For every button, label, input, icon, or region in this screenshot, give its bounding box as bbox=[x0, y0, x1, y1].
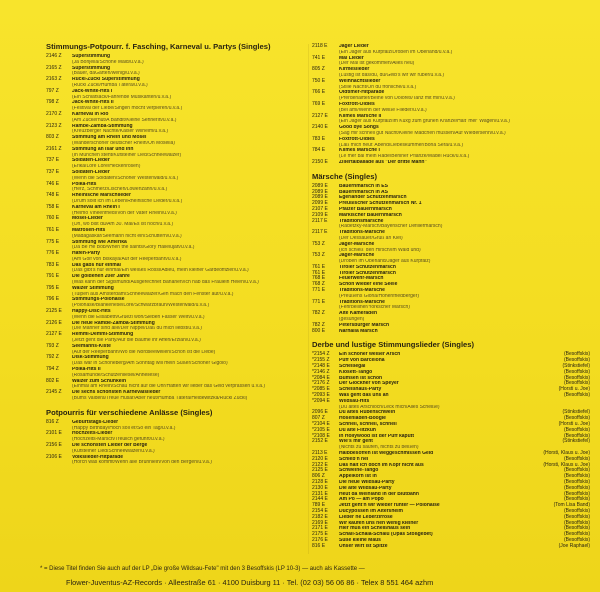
item-title-text: Disk-Stimmung bbox=[72, 355, 109, 361]
item-subtitle: (Pferdehalfter/Beine von Dolores/Tanz mit mir/u.v.a.) bbox=[339, 96, 455, 102]
artist-tag: (Besoffskis) bbox=[563, 484, 590, 491]
catalog-number: 2176 E bbox=[312, 536, 328, 543]
catalog-number: *2093 E bbox=[312, 392, 330, 399]
item-subtitle: (Das war in Schöneberg/Am Sonntag will mein Süßer/Schöner Gigolo) bbox=[72, 361, 228, 367]
item-title-text: Schali-Schala-Schalu (Opas Stoßgebet) bbox=[339, 532, 433, 538]
item-title-text: Foxtrott-Oldies bbox=[339, 136, 375, 142]
catalog-number: 748 E bbox=[46, 192, 60, 199]
catalog-number: 2089 E bbox=[312, 188, 328, 195]
item-title-text: In Hollywood ist der Puff kaputt bbox=[339, 433, 414, 439]
item-title-text: Soldaten-Lieder bbox=[72, 169, 110, 175]
item-title-text: Die goldenen 20er Jahre bbox=[72, 274, 130, 280]
artist-tag: (Besoffskis) bbox=[563, 467, 590, 474]
catalog-number: 2123 Z bbox=[46, 122, 62, 129]
item-title-text: Polka-Hits II bbox=[72, 367, 101, 373]
catalog-number: 2144 E bbox=[312, 496, 328, 503]
item-title-text: Unser Wirt ist Spitze bbox=[339, 543, 388, 549]
catalog-number: 776 E bbox=[46, 250, 60, 257]
catalog-number: 782 Z bbox=[312, 310, 325, 317]
item-title-text: Feuerwehr-Marsch bbox=[339, 276, 384, 282]
item-title-text: Rucki-Zucki Superstimmung bbox=[72, 77, 140, 83]
item-title-text: Puff von Barcelona bbox=[339, 358, 385, 364]
list-item bbox=[312, 160, 590, 166]
artist-tag: (Besoffskis) bbox=[563, 426, 590, 433]
item-title-text: Die schönsten Lieder der Berge bbox=[72, 443, 148, 448]
catalog-number: *2085 E bbox=[312, 386, 330, 393]
item-title-text: Zillertalballade aus "Der dritte Mann" bbox=[339, 159, 427, 165]
item-title-text: Hafen-Party bbox=[72, 251, 101, 257]
catalog-number: 768 E bbox=[312, 275, 326, 282]
item-title-text: Jäger Lieder bbox=[339, 44, 369, 49]
section-title: Stimmungs-Potpourr. f. Fasching, Karneval u. Partys (Singles) bbox=[46, 42, 271, 51]
item-title-text: Jäger-Märsche bbox=[339, 253, 375, 259]
catalog-number: 2150 E bbox=[312, 158, 328, 165]
catalog-number: 2140 E bbox=[312, 124, 328, 131]
item-title-text: Volkslieder-Hitparade bbox=[72, 454, 124, 460]
item-title-text: Traditions-Märsche bbox=[339, 299, 385, 305]
catalog-number: 2127 E bbox=[312, 112, 328, 119]
item-title-text: Du alte Flitzkuh bbox=[339, 427, 376, 433]
item-title-text: Appelkorn ist in bbox=[339, 474, 377, 480]
catalog-number: 2113 E bbox=[312, 450, 328, 456]
catalog-number: 761 E bbox=[312, 263, 326, 270]
item-subtitle: (Am Zuckerhut/A Bandit/Kleine Sennerin/u.v.a.) bbox=[72, 117, 177, 123]
catalog-number: 2126 E bbox=[46, 319, 62, 326]
artist-tag: (Besoffskis) bbox=[563, 368, 590, 375]
catalog-number: 2128 E bbox=[312, 478, 328, 485]
item-title-text: Oldtimer-Hitparade bbox=[339, 90, 385, 96]
artist-tag: (Tom Lisa Band) bbox=[553, 502, 590, 509]
catalog-number: *2105 E bbox=[312, 426, 330, 433]
catalog-number: 737 E bbox=[46, 157, 60, 164]
item-subtitle: (In München steht/Kufsteiner Lied/Schneewalzer) bbox=[72, 152, 182, 158]
catalog-number: 2175 E bbox=[312, 531, 328, 538]
item-subtitle: (gesungen) bbox=[339, 317, 365, 323]
catalog-number: 2120 E bbox=[312, 455, 328, 462]
catalog-number: 760 E bbox=[46, 215, 60, 222]
item-title-text: Egerländer Schützenmarsch bbox=[339, 195, 407, 201]
section bbox=[312, 340, 590, 549]
item-title-text: Geburtstags-Lieder bbox=[72, 419, 119, 425]
item-subtitle: (Herz, Schmerz/Lischen/Löwenzahn/u.v.a.) bbox=[72, 187, 168, 193]
section bbox=[312, 172, 590, 335]
item-title-text: Matrosen-Hits bbox=[72, 227, 106, 233]
item-title-text: Hier muß ein Scheißhaus sein bbox=[339, 526, 411, 532]
item-title-text: Märkischer Bauernmarsch bbox=[339, 212, 402, 218]
item-subtitle: (Auf der Reeperbahn/Wo die Nordseewellen/Schön ist die Liebe) bbox=[72, 349, 216, 355]
item-title-text: Stimmungs-Polonaise bbox=[72, 297, 125, 303]
catalog-number: 2130 E bbox=[312, 484, 328, 491]
item-title-text: Mosel-Lieder bbox=[72, 216, 103, 222]
item-title-text: Schieb'n nei bbox=[339, 456, 369, 462]
item-subtitle: (Stille Nacht/Oh du fröhliche/u.v.a.) bbox=[339, 84, 417, 90]
section bbox=[46, 42, 308, 402]
catalog-number: 816 E bbox=[312, 542, 326, 549]
catalog-number: 771 E bbox=[312, 287, 326, 294]
item-subtitle: (Le mer bai mein Rade/Berliner Pflanze/Mädel Ruck/u.v.a.) bbox=[339, 154, 470, 160]
artist-tag: (Besoffskis) bbox=[563, 380, 590, 387]
catalog-number: 2099 E bbox=[312, 200, 328, 207]
catalog-number: 791 E bbox=[46, 273, 60, 280]
catalog-number: 2156 E bbox=[46, 442, 62, 448]
catalog-number: 769 E bbox=[312, 100, 326, 107]
catalog-number: 2131 E bbox=[312, 490, 328, 497]
catalog-number: 2089 E bbox=[312, 194, 328, 201]
artist-tag: (Besoffskis) bbox=[563, 536, 590, 543]
catalog-number: *2155 Z bbox=[312, 357, 330, 364]
item-title-text: Lieber ne Leberzirrose bbox=[339, 514, 393, 520]
item-subtitle: (Rosamunde/Schützenliesel/Anneliese) bbox=[72, 372, 160, 378]
item-subtitle: (Ein Schlafsack/Fahrende Musikanten/u.v.a.) bbox=[72, 94, 172, 100]
artist-tag: (Besoffskis) bbox=[563, 478, 590, 485]
item-title-text: Die sechs schönsten Karnevalslieder bbox=[72, 390, 161, 396]
catalog-number: 761 E bbox=[46, 226, 60, 233]
catalog-number: 2154 E bbox=[312, 507, 328, 514]
item-title-text: Klimes Märsche I bbox=[339, 148, 380, 154]
item-title-text: Superstimmung bbox=[72, 54, 111, 59]
item-subtitle: (Du altes Arschloch/Leck mich/Alles Scheiße) bbox=[339, 404, 440, 410]
item-title-text: Superstimmung bbox=[72, 65, 111, 71]
item-title-text: Polka-Hits bbox=[72, 181, 97, 187]
item-subtitle: (Madagaskar/Seemann nicht ein/Schüttern/u.v.a.) bbox=[72, 233, 182, 239]
item-title-text: Der Glöckner von Speyer bbox=[339, 381, 399, 387]
item-subtitle: (Bums Valdera/Treue Husar/Aber heut/Humba Täterä/Heidewitzka/Rucki Zucki) bbox=[72, 396, 248, 402]
catalog-number: 2107 E bbox=[312, 205, 328, 212]
section-title: Potpourris für verschiedene Anlässe (Singles) bbox=[46, 407, 213, 417]
catalog-number: 2118 E bbox=[312, 43, 328, 49]
item-subtitle: (Droben im Oberland/Jäger aus Kurpfalz) bbox=[339, 259, 431, 265]
catalog-number: 750 E bbox=[312, 77, 326, 84]
catalog-number: 803 Z bbox=[46, 134, 59, 141]
item-title-text: Hosenladen-Boogie bbox=[339, 416, 386, 422]
item-title-text: Weihnachtslieder bbox=[339, 78, 381, 84]
catalog-number: 783 E bbox=[312, 135, 326, 142]
catalog-number: 2125 E bbox=[46, 308, 62, 315]
item-title-text: Die neue Rambe-Zamba-Stimmung bbox=[72, 320, 155, 326]
item-title-text: Scheißhaus-Party bbox=[339, 387, 382, 393]
catalog-number: *2104 E bbox=[312, 421, 330, 428]
item-title-text: Was geht das uns an bbox=[339, 393, 389, 399]
catalog-number: 2169 E bbox=[312, 519, 328, 526]
catalog-number: 761 E bbox=[312, 269, 326, 276]
catalog-number: 2171 E bbox=[312, 525, 328, 532]
catalog-number: 737 E bbox=[46, 168, 60, 175]
item-title-text: Schon wieder eine Seele bbox=[339, 282, 398, 288]
item-subtitle: (Hochzeits-Marsch/Treulich geführt/u.v.a.) bbox=[72, 437, 165, 443]
item-title-text: Schnell, schnell, schnell bbox=[339, 422, 397, 428]
catalog-number: *2146 Z bbox=[312, 368, 330, 375]
item-subtitle: (Nichts zu saufen, nichts zu beißen) bbox=[339, 445, 419, 451]
catalog-number: 2165 Z bbox=[46, 64, 62, 71]
item-subtitle: (Radetzky-Marsch/Bayerischer Defiliermarsch) bbox=[339, 224, 443, 230]
item-title-text: Walzer Stimmung bbox=[72, 285, 114, 291]
catalog-number: 2122 E bbox=[312, 461, 328, 468]
item-title-text: Foxtrott-Oldies bbox=[339, 101, 375, 107]
item-title-text: Stimmung wie Amerika bbox=[72, 239, 127, 245]
item-subtitle: (Ein Jäger aus Kurpfalz/Im Kuxg zum grünen Kranze/Halt' mer' Wagen/u.v.a.) bbox=[339, 119, 510, 125]
item-subtitle: (Der Dessauer/Gruß an Kiel) bbox=[339, 235, 403, 241]
catalog-number: *2176 Z bbox=[312, 380, 330, 387]
item-subtitle: (Wenn die Soldaten/Schöner Westerwald/u.v.a.) bbox=[72, 175, 179, 181]
item-subtitle: (Bauer, daGarten/wenig/u.v.a.) bbox=[72, 71, 140, 77]
artist-tag: (Besoffskis) bbox=[563, 507, 590, 514]
catalog-number: 2152 E bbox=[312, 438, 328, 445]
catalog-number: 782 Z bbox=[312, 321, 325, 328]
catalog-number: 753 Z bbox=[312, 240, 325, 247]
catalog-number: 792 Z bbox=[46, 354, 59, 361]
catalog-number: 805 Z bbox=[312, 66, 325, 73]
section bbox=[46, 408, 308, 466]
artist-tag: (Besoffskis) bbox=[563, 519, 590, 526]
item-subtitle: (Tulpen aus Amsterdam/Schneewalzer/Geh mach den Fenster auf/u.v.a.) bbox=[72, 291, 234, 297]
item-title-text: Pfälzer Bauernmarsch bbox=[339, 206, 392, 212]
catalog-number: 784 E bbox=[312, 147, 326, 154]
artist-tag: (Besoffskis) bbox=[563, 496, 590, 503]
catalog-number: 795 E bbox=[46, 284, 60, 291]
item-title-text: Klosett-Tango bbox=[339, 369, 373, 375]
artist-tag: (Besoffskis) bbox=[563, 351, 590, 358]
item-title-text: Wildsau-Hits bbox=[339, 398, 370, 404]
item-title-text: Halbbesoffen ist weggeschmissen Geld bbox=[339, 451, 434, 456]
item-title-text: Schweine-Tango bbox=[339, 468, 379, 474]
item-title-text: Stimmung am Rhein und Mosel bbox=[72, 135, 147, 141]
item-subtitle: (Wanderschöner deutscher Rhein/Oh Mosella) bbox=[72, 140, 175, 146]
item-title-text: Bauernmarsch in ES bbox=[339, 183, 388, 189]
item-subtitle: (Festival der Liebe/Singen möcht verpieren/u.v.a.) bbox=[72, 106, 183, 112]
list-item bbox=[312, 544, 590, 550]
catalog-number: 797 Z bbox=[46, 87, 59, 94]
list-item-subtitle-row bbox=[46, 396, 308, 402]
item-subtitle: (Lustig ist das/du, du/Gelb's wir wir rüber/u.v.a.) bbox=[339, 72, 445, 78]
item-subtitle: (Oh, wo bist du/Am 30. Mai/Es ist noch/u.v.a.) bbox=[72, 222, 174, 228]
item-title-text: Heut da Weinland in der Blutbahn bbox=[339, 491, 419, 497]
list-item-subtitle-row bbox=[46, 460, 308, 466]
item-title-text: Narhalla Marsch bbox=[339, 328, 378, 334]
item-title-text: Klimes Märsche II bbox=[339, 113, 382, 119]
catalog-number: 768 Z bbox=[312, 281, 325, 288]
artist-tag: (Besoffskis) bbox=[563, 392, 590, 399]
catalog-number: 800 E bbox=[312, 327, 326, 334]
item-subtitle: (Sag mir schnell gut Nacht/Kleine Mädchen müssen/Auf Wiedersehn/u.v.a.) bbox=[339, 130, 506, 136]
catalog-number: 789 E bbox=[312, 502, 326, 509]
item-title-text: Bauernmarsch in AS bbox=[339, 189, 388, 195]
artist-tag: (Besoffskis) bbox=[563, 473, 590, 480]
item-title-text: Jäger-Märsche bbox=[339, 241, 375, 247]
artist-tag: (Stinkstiefel) bbox=[562, 363, 590, 370]
item-subtitle: (Da Be He Bob/When the saints/Glory Hallelujah/u.v.a.) bbox=[72, 245, 195, 251]
item-subtitle: (Fehrbelliner/Yorkscher Marsch) bbox=[339, 305, 410, 311]
catalog-number: 793 Z bbox=[46, 342, 59, 349]
list-item bbox=[312, 329, 590, 335]
item-subtitle: (Einmal am Rhein/Schau nicht auf die Uhr/Hätten wir lieber das Geld verprassen u.v.a.) bbox=[72, 384, 266, 390]
artist-tag: (Stinkstiefel) bbox=[562, 409, 590, 416]
item-title-text: Preußischer Schützenmarsch Nr. 1 bbox=[339, 201, 422, 207]
item-title-text: Jetzt geht'n wir wieder runter — Polonaise bbox=[339, 503, 440, 509]
item-subtitle: (Erika/Lore Lore/Heckenrosen) bbox=[72, 164, 141, 170]
catalog-number: *2148 E bbox=[312, 363, 330, 370]
item-title-text: Traditions-Märsche bbox=[339, 288, 385, 294]
item-title-text: Karneval am Rhein I bbox=[72, 204, 120, 210]
item-title-text: Stimmung an Isar und Inn bbox=[72, 146, 134, 152]
item-title-text: Rheinische Marschlieder bbox=[72, 193, 131, 199]
item-title-text: Jack-White-Hits II bbox=[72, 100, 114, 106]
artist-tag: (Stinkstiefel) bbox=[562, 438, 590, 445]
item-subtitle: (Drum sollt ich im Leben/Rheinische Lieder/u.v.a.) bbox=[72, 198, 183, 204]
catalog-number: 2125 E bbox=[312, 467, 328, 474]
catalog-number: *2154 Z bbox=[312, 351, 330, 358]
item-title-text: Happy-Disc-Hits bbox=[72, 309, 111, 315]
catalog-number: 753 Z bbox=[312, 252, 325, 259]
item-title-text: Petersburger Marsch bbox=[339, 322, 390, 328]
artist-tag: (Besoffskis) bbox=[563, 525, 590, 532]
item-subtitle: (Ein Jäger aus Kurpfalz/Droben im Oberland/u.v.a.) bbox=[339, 49, 453, 55]
catalog-number: 746 E bbox=[46, 180, 60, 187]
item-title-text: Wie's mir geht bbox=[339, 439, 373, 445]
item-title-text: Seemanns-Kiste bbox=[72, 343, 111, 349]
catalog-number: 2127 E bbox=[46, 331, 62, 338]
item-title-text: Du altes Rübenschwein bbox=[339, 410, 396, 416]
artist-tag: (Besoffskis) bbox=[563, 531, 590, 538]
item-title-text: Scheißegal bbox=[339, 364, 366, 370]
section-title: Märsche (Singles) bbox=[312, 171, 377, 181]
catalog-number: 766 E bbox=[312, 89, 326, 96]
catalog-number: 2096 E bbox=[312, 409, 328, 416]
item-subtitle: (Ich schieß' den Hirsch/Im Wald und) bbox=[339, 247, 421, 253]
item-title-text: Remmi-Demmi-Stimmung bbox=[72, 332, 134, 338]
item-subtitle: (Kreuzberger Nächte/Kaiser Wilhelm/u.v.a.) bbox=[72, 129, 169, 135]
item-title bbox=[339, 160, 590, 166]
item-title-text: Good bye Songs bbox=[339, 125, 379, 131]
item-subtitle: (Was kann der Sigismund/Ausgerechnet Bananen/Ich hab das Fräulein Helen/u.v.a.) bbox=[72, 280, 259, 286]
item-title-text: Wir kaufen uns nen wenig kleiner bbox=[339, 520, 419, 526]
catalog-number: 771 E bbox=[312, 298, 326, 305]
footer-note: * = Diese Titel finden Sie auch auf der LP „Die große Wildsau-Fete" mit den 3 Besoffskis (LP 10-3) — auch als Kassette — bbox=[40, 566, 365, 572]
catalog-number: 798 Z bbox=[46, 99, 59, 106]
artist-tag: (Besoffskis) bbox=[563, 432, 590, 439]
item-title-text: Traditions-Märsche bbox=[339, 230, 385, 236]
item-title-text: Ducypossen im Altersheim bbox=[339, 508, 404, 514]
catalog-number: *2108 E bbox=[312, 432, 330, 439]
catalog-number: 806 Z bbox=[312, 473, 325, 480]
artist-tag: (Besoffskis) bbox=[563, 455, 590, 462]
item-subtitle: (Der Mai ist gekommen/Alles neu) bbox=[339, 61, 415, 67]
item-subtitle: (Happy Birthday/Hoch soll er/So ein Tag/u.v.a.) bbox=[72, 425, 176, 431]
item-title-text: Das hält ich doch im Kopf nicht aus bbox=[339, 462, 424, 468]
item-subtitle: (Das gibt's nur einmal/Ein weißes Rössl/Adieu, mein kleiner Gardeoffizier/u.v.a.) bbox=[72, 268, 249, 274]
catalog-number: 807 Z bbox=[312, 415, 325, 422]
catalog-number: 2117 E bbox=[312, 229, 328, 236]
catalog-number: 2101 E bbox=[46, 430, 62, 437]
item-title-text: Hochzeits-Lieder bbox=[72, 431, 113, 437]
item-subtitle: (Polonäse/Blankenese/Lore/Schwarzbraun/Westerwald/u.v.a.) bbox=[72, 303, 210, 309]
section bbox=[312, 44, 590, 166]
item-title-text: Süße kleine Maus bbox=[339, 537, 381, 543]
left-column bbox=[46, 42, 308, 472]
catalog-number: 783 E bbox=[46, 261, 60, 268]
item-subtitle: (Kufsteiner Lied/Schneewalzer/u.v.a.) bbox=[72, 448, 155, 454]
item-title-text: Tiroler Schützenmarsch bbox=[339, 270, 396, 276]
item-title-text: Die neue Wildsau-Party bbox=[339, 479, 395, 485]
item-title-text: Am Po — am Popo bbox=[339, 497, 384, 503]
item-title-text: Walzer zum Schunkeln bbox=[72, 378, 126, 384]
catalog-number: 802 E bbox=[46, 377, 60, 384]
catalog-number: 2089 E bbox=[312, 182, 328, 189]
item-title-text: Alte Kameraden bbox=[339, 311, 378, 317]
catalog-number: 816 Z bbox=[46, 418, 59, 425]
artist-tag: (Joe Raphael) bbox=[558, 542, 590, 549]
item-subtitle: (Rucki Zucki/Humba Täterä/u.v.a.) bbox=[72, 82, 148, 88]
item-title-text: Kirmeslieder bbox=[339, 67, 370, 73]
item-title-text: Das gabs nur einmal bbox=[72, 262, 121, 268]
item-subtitle: (Am Golf von Biskaya/Auf der Reeperbahn/u.v.a.) bbox=[72, 256, 182, 262]
catalog-number: 2106 E bbox=[46, 453, 62, 460]
item-title-text: Ein schöner weißer Arsch bbox=[339, 352, 401, 358]
artist-tag: (Horsti u. Joe) bbox=[558, 386, 590, 393]
item-title-text: Karneval in Rio bbox=[72, 111, 109, 117]
catalog-number: 2161 Z bbox=[46, 145, 62, 152]
item-title-text: Soldaten-Lieder bbox=[72, 158, 110, 164]
item-title-text: Bumsen ist schön bbox=[339, 375, 383, 381]
item-title-text: Tiroler Schützenmarsch bbox=[339, 264, 396, 270]
item-subtitle: (Laß mich heut' Abend/Liebeskummer/Bona Sera/u.v.a.) bbox=[339, 142, 463, 148]
catalog-number: 2145 Z bbox=[46, 389, 62, 396]
catalog-number: 741 E bbox=[312, 54, 326, 61]
catalog-number: 2163 Z bbox=[46, 76, 62, 83]
catalog-number: 796 E bbox=[46, 296, 60, 303]
item-title-text: Mai Lieder bbox=[339, 55, 364, 61]
item-subtitle: (Ja Bonjella/Schöne Maid/u.v.a.) bbox=[72, 59, 144, 65]
section-title: Derbe und lustige Stimmungslieder (Singles) bbox=[312, 340, 475, 350]
catalog-number: 2146 Z bbox=[46, 53, 62, 59]
artist-tag: (Horsti, Klaus u. Joe) bbox=[543, 461, 590, 468]
artist-tag: (Besoffskis) bbox=[563, 357, 590, 364]
right-column bbox=[312, 44, 590, 556]
artist-tag: (Besoffskis) bbox=[563, 374, 590, 381]
catalog-number: 2109 E bbox=[312, 211, 328, 218]
item-subtitle: (Preußens Gloria/Hohenfriedberger) bbox=[339, 293, 420, 299]
catalog-number: 758 E bbox=[46, 203, 60, 210]
artist-tag: (Horsti, Klaus u. Joe) bbox=[543, 450, 590, 456]
item-subtitle: (Bel ami/Wenn der weiße Flieder/u.v.a.) bbox=[339, 107, 427, 113]
footer-address: Flower-Juventus-AZ-Records · Alleestraße 61 · 4100 Duisburg 11 · Tel. (02 03) 56 06 86 · Telex 8 551 464 azhm bbox=[66, 578, 434, 587]
item-title-text: Traditionsmärsche bbox=[339, 218, 384, 224]
artist-tag: (Besoffskis) bbox=[563, 513, 590, 520]
catalog-number: 2170 Z bbox=[46, 110, 62, 117]
item-subtitle: (Heimo Vineenfriedl/Von der Vater Rhein/u.v.a.) bbox=[72, 210, 177, 216]
catalog-number: 2182 E bbox=[312, 513, 328, 520]
item-title bbox=[339, 544, 555, 550]
item-subtitle: (Wenn die Elisabeth/Gruezi woh/Sieben Fässer Wein/u.v.a.) bbox=[72, 314, 205, 320]
catalog-number: *2094 E bbox=[312, 397, 330, 404]
item-subtitle: (Jetzt geht die Party/Auf die Bäume ihr Affen/Erzian/u.v.a.) bbox=[72, 338, 201, 344]
artist-tag: (Horsti u. Joe) bbox=[558, 421, 590, 428]
item-title-text: Rambe-Zamba-Stimmung bbox=[72, 123, 133, 129]
item-title-text: Jack-White-Hits I bbox=[72, 88, 113, 94]
item-title bbox=[339, 329, 590, 335]
catalog-number: 2117 E bbox=[312, 217, 328, 224]
catalog-number: 775 E bbox=[46, 238, 60, 245]
catalog-number: 794 Z bbox=[46, 366, 59, 373]
item-title-text: Die alte Wildsau-Party bbox=[339, 485, 392, 491]
artist-tag: (Besoffskis) bbox=[563, 415, 590, 422]
column-divider bbox=[308, 44, 309, 554]
item-subtitle: (Die Männer sind alle/Der Nippel/Daß du mich liebst/u.v.a.) bbox=[72, 326, 202, 332]
catalog-number: *2084 E bbox=[312, 374, 330, 381]
item-subtitle: (Horch was kommt/Wenn alle Brünnlein/Von den Bergen/u.v.a.) bbox=[72, 460, 212, 466]
artist-tag: (Besoffskis) bbox=[563, 490, 590, 497]
